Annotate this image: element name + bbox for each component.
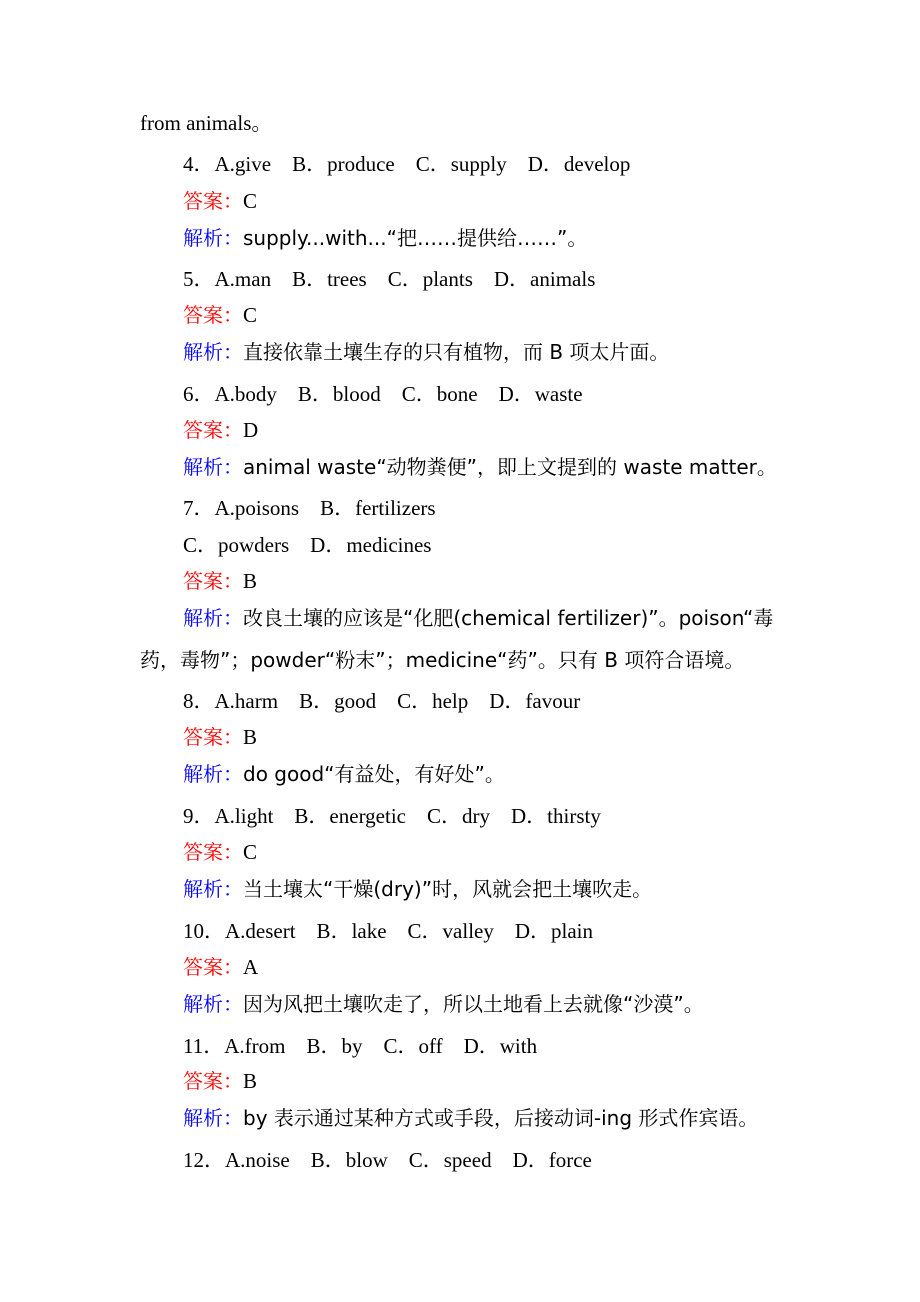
explain-label: 解析： (183, 455, 243, 479)
explain-text: 改良土壤的应该是“化肥(chemical fertilizer)”。poison“毒 (243, 606, 774, 630)
explain-text: animal waste“动物粪便”，即上文提到的 waste matter。 (243, 455, 777, 479)
question-9-explanation (183, 876, 652, 902)
question-5-explanation (183, 339, 669, 365)
explain-label: 解析： (183, 340, 243, 364)
answer-label: 答案： (183, 840, 243, 864)
explain-text: by 表示通过某种方式或手段，后接动词-ing 形式作宾语。 (243, 1106, 759, 1130)
answer-label: 答案： (183, 955, 243, 979)
question-7-answer (183, 568, 257, 594)
question-4-answer (183, 188, 257, 214)
question-9-options: 9．A.light B．energetic C．dry D．thirsty (183, 804, 601, 828)
question-7-options: 7．A.poisons B．fertilizers (183, 496, 436, 520)
question-4-explanation (183, 225, 587, 251)
question-5-answer (183, 302, 257, 328)
question-6-answer (183, 417, 258, 443)
question-11-options: 11．A.from B．by C．off D．with (183, 1034, 538, 1058)
answer-label: 答案： (183, 303, 243, 327)
explain-text: do good“有益处，有好处”。 (243, 762, 505, 786)
question-7-explanation (183, 605, 773, 631)
answer-value: C (243, 303, 258, 327)
question-7-explanation-line2: 药，毒物”；powder“粉末”；medicine“药”。只有 B 项符合语境。 (140, 648, 745, 672)
question-8-options: 8．A.harm B．good C．help D．favour (183, 689, 581, 713)
answer-label: 答案： (183, 569, 243, 593)
answer-label: 答案： (183, 725, 243, 749)
explain-label: 解析： (183, 762, 243, 786)
explain-label: 解析： (183, 1106, 243, 1130)
question-9-answer (183, 839, 257, 865)
answer-value: B (243, 1069, 258, 1093)
question-8-answer (183, 724, 257, 750)
explain-label: 解析： (183, 992, 243, 1016)
answer-label: 答案： (183, 418, 243, 442)
explain-label: 解析： (183, 606, 243, 630)
answer-label: 答案： (183, 1069, 243, 1093)
question-10-answer (183, 954, 258, 980)
question-7-options-line2: C．powders D．medicines (183, 533, 432, 557)
question-10-explanation (183, 991, 704, 1017)
question-4-options: 4．A.give B．produce C．supply D．develop (183, 152, 631, 176)
question-8-explanation (183, 761, 505, 787)
intro-text: from animals。 (140, 111, 273, 135)
question-6-explanation (183, 454, 777, 480)
answer-value: C (243, 189, 258, 213)
question-6-options: 6．A.body B．blood C．bone D．waste (183, 382, 583, 406)
answer-value: D (243, 418, 259, 442)
explain-text: 直接依靠土壤生存的只有植物，而 B 项太片面。 (243, 340, 670, 364)
explain-text: 因为风把土壤吹走了，所以土地看上去就像“沙漠”。 (243, 992, 704, 1016)
question-5-options: 5．A.man B．trees C．plants D．animals (183, 267, 596, 291)
question-11-explanation (183, 1105, 758, 1131)
answer-value: C (243, 840, 258, 864)
question-10-options: 10．A.desert B．lake C．valley D．plain (183, 919, 594, 943)
answer-label: 答案： (183, 189, 243, 213)
explain-label: 解析： (183, 226, 243, 250)
answer-value: B (243, 569, 258, 593)
question-12-options: 12．A.noise B．blow C．speed D．force (183, 1148, 592, 1172)
answer-value: B (243, 725, 258, 749)
explain-label: 解析： (183, 877, 243, 901)
explain-text: 当土壤太“干燥(dry)”时，风就会把土壤吹走。 (243, 877, 653, 901)
explain-text: supply...with...“把……提供给……”。 (243, 226, 588, 250)
question-11-answer (183, 1068, 257, 1094)
answer-value: A (243, 955, 259, 979)
